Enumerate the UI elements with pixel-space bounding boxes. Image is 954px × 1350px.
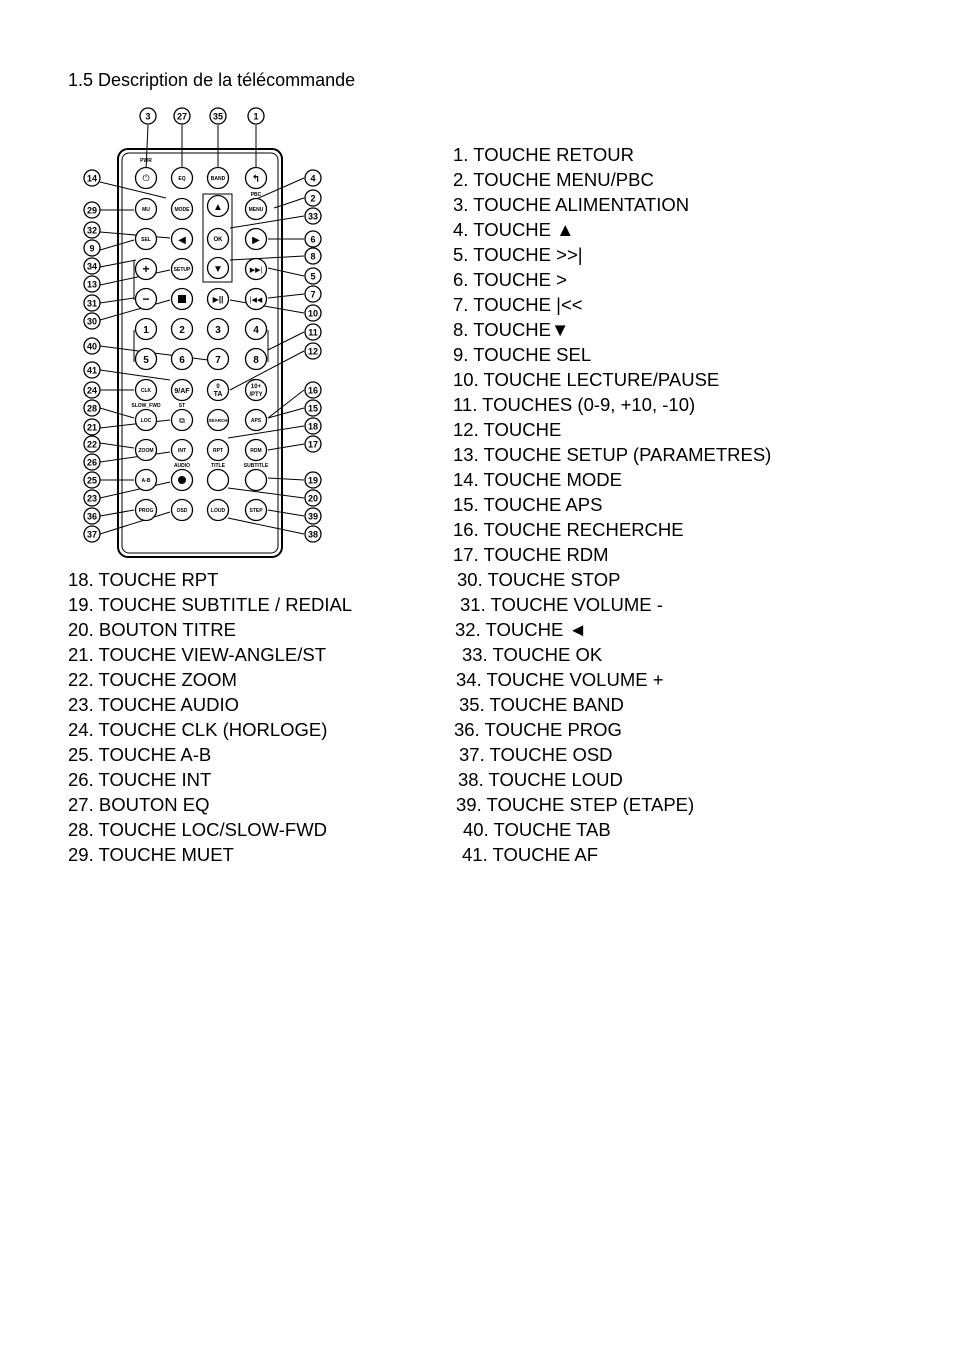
desc-8: 8. TOUCHE▼ (453, 319, 570, 340)
desc-9: 9. TOUCHE SEL (453, 344, 592, 365)
desc-40: 40. TOUCHE TAB (463, 819, 611, 840)
ab-button-label: A-B (141, 478, 151, 484)
subtitle-label: SUBTITLE (243, 463, 269, 469)
desc-23: 23. TOUCHE AUDIO (68, 694, 240, 715)
callout-9-label: 9 (89, 243, 95, 254)
desc-2: 2. TOUCHE MENU/PBC (453, 169, 654, 190)
callout-6-label: 6 (310, 234, 316, 245)
return-icon: ↰ (251, 174, 261, 185)
search-button-label: SEARCH (208, 418, 228, 423)
sel-button-label: SEL (141, 237, 151, 243)
callout-23-label: 23 (86, 493, 98, 504)
desc-38: 38. TOUCHE LOUD (458, 769, 623, 790)
num-3-label: 3 (215, 325, 221, 336)
next-track-icon: ▶▶| (249, 267, 263, 274)
callout-30-label: 30 (86, 316, 98, 327)
num-5-label: 5 (143, 355, 149, 366)
desc-30: 30. TOUCHE STOP (457, 569, 621, 590)
callout-11-label: 11 (308, 327, 318, 338)
zoom-button-label: ZOOM (138, 448, 154, 454)
callout-19-label: 19 (307, 475, 319, 486)
mute-button-label: MU (142, 207, 150, 213)
slow-fwd-label: SLOW_FWD (131, 403, 161, 409)
num-9-af-label: 9/AF (174, 388, 190, 395)
st-label: ST (178, 403, 186, 409)
desc-37: 37. TOUCHE OSD (459, 744, 613, 765)
callout-35-label: 35 (212, 111, 224, 122)
num-7-label: 7 (215, 355, 221, 366)
desc-1: 1. TOUCHE RETOUR (453, 144, 634, 165)
callout-37-label: 37 (86, 529, 98, 540)
num-1-label: 1 (143, 325, 149, 336)
desc-24: 24. TOUCHE CLK (HORLOGE) (68, 719, 328, 740)
rpt-button-label: RPT (213, 448, 223, 454)
callout-22-label: 22 (86, 439, 98, 450)
desc-12: 12. TOUCHE (453, 419, 562, 440)
callout-29-label: 29 (86, 205, 98, 216)
callout-36-label: 36 (86, 511, 98, 522)
prog-button-label: PROG (138, 508, 154, 514)
num-2-label: 2 (179, 325, 185, 336)
callout-8-label: 8 (310, 251, 316, 262)
callout-12-label: 12 (307, 346, 319, 357)
callout-32-label: 32 (86, 225, 98, 236)
stop-icon (178, 295, 186, 303)
prev-track-icon: |◀◀ (249, 297, 263, 304)
section-heading: 1.5 Description de la télécommande (68, 70, 356, 90)
desc-33: 33. TOUCHE OK (462, 644, 603, 665)
desc-22: 22. TOUCHE ZOOM (68, 669, 237, 690)
callout-7-label: 7 (310, 289, 316, 300)
desc-7: 7. TOUCHE |<< (453, 294, 583, 315)
num-4-label: 4 (253, 325, 259, 336)
step-button-label: STEP (249, 508, 263, 514)
volume-down-label: − (142, 292, 150, 306)
loc-button-label: LOC (140, 418, 152, 424)
desc-5: 5. TOUCHE >>| (453, 244, 583, 265)
num-10-label: 10+ (250, 384, 262, 390)
eq-button-label: EQ (178, 176, 186, 182)
desc-19: 19. TOUCHE SUBTITLE / REDIAL (68, 594, 353, 615)
desc-4: 4. TOUCHE ▲ (453, 219, 575, 240)
callout-33-label: 33 (307, 211, 319, 222)
aps-button-label: APS (250, 418, 262, 424)
pwr-label: PWR (140, 158, 152, 164)
down-arrow-icon: ▼ (213, 264, 223, 275)
callout-26-label: 26 (86, 457, 98, 468)
callout-5-label: 5 (310, 271, 316, 282)
desc-18: 18. TOUCHE RPT (68, 569, 219, 590)
subtitle-button (246, 470, 267, 491)
desc-41: 41. TOUCHE AF (462, 844, 599, 865)
callout-27-label: 27 (176, 111, 188, 122)
desc-31: 31. TOUCHE VOLUME - (460, 594, 663, 615)
rdm-button-label: RDM (250, 448, 262, 454)
callout-39-label: 39 (307, 511, 319, 522)
callout-41-label: 41 (86, 365, 98, 376)
setup-button-label: SETUP (173, 267, 191, 273)
desc-16: 16. TOUCHE RECHERCHE (453, 519, 684, 540)
loud-button-label: LOUD (210, 508, 226, 514)
desc-13: 13. TOUCHE SETUP (PARAMETRES) (453, 444, 772, 465)
clk-button-label: CLK (140, 388, 152, 394)
num-6-label: 6 (179, 355, 185, 366)
desc-35: 35. TOUCHE BAND (459, 694, 624, 715)
desc-15: 15. TOUCHE APS (453, 494, 603, 515)
callout-18-label: 18 (307, 421, 319, 432)
volume-up-label: + (142, 262, 150, 276)
callout-31-label: 31 (86, 298, 98, 309)
desc-29: 29. TOUCHE MUET (68, 844, 234, 865)
audio-label: AUDIO (173, 463, 191, 469)
callout-38-label: 38 (307, 529, 319, 540)
desc-34: 34. TOUCHE VOLUME + (456, 669, 664, 690)
band-button-label: BAND (210, 176, 226, 182)
desc-39: 39. TOUCHE STEP (ETAPE) (456, 794, 695, 815)
desc-27: 27. BOUTON EQ (68, 794, 210, 815)
callout-21-label: 21 (86, 422, 98, 433)
desc-25: 25. TOUCHE A-B (68, 744, 212, 765)
play-pause-icon: ▶|| (212, 295, 224, 304)
mode-button-label: MODE (174, 207, 190, 213)
desc-14: 14. TOUCHE MODE (453, 469, 622, 490)
callout-17-label: 17 (307, 439, 319, 450)
desc-11: 11. TOUCHES (0-9, +10, -10) (453, 394, 696, 415)
right-arrow-icon: ▶ (252, 235, 260, 246)
desc-28: 28. TOUCHE LOC/SLOW-FWD (68, 819, 328, 840)
osd-button-label: OSD (176, 508, 188, 514)
desc-20: 20. BOUTON TITRE (68, 619, 236, 640)
num-0-label: 0 (216, 384, 220, 390)
remote-svg (78, 100, 338, 565)
callout-14-label: 14 (86, 173, 98, 184)
desc-10: 10. TOUCHE LECTURE/PAUSE (453, 369, 720, 390)
callout-2-label: 2 (310, 193, 316, 204)
desc-3: 3. TOUCHE ALIMENTATION (453, 194, 690, 215)
pty-label: /PTY (249, 392, 263, 398)
desc-6: 6. TOUCHE > (453, 269, 567, 290)
num-8-label: 8 (253, 355, 259, 366)
callout-13-label: 13 (86, 279, 98, 290)
ok-button-label: OK (213, 237, 223, 243)
desc-21: 21. TOUCHE VIEW-ANGLE/ST (68, 644, 327, 665)
desc-26: 26. TOUCHE INT (68, 769, 212, 790)
remote-diagram (78, 100, 338, 565)
desc-36: 36. TOUCHE PROG (454, 719, 622, 740)
callout-34-label: 34 (86, 261, 98, 272)
ta-label: TA (213, 391, 223, 398)
title-button (208, 470, 229, 491)
callout-40-label: 40 (86, 341, 98, 352)
left-arrow-icon: ◀ (178, 235, 186, 246)
callout-10-label: 10 (307, 308, 319, 319)
callout-3-label: 3 (145, 111, 151, 122)
desc-32: 32. TOUCHE ◄ (455, 619, 587, 640)
callout-25-label: 25 (86, 475, 98, 486)
audio-icon (178, 476, 186, 484)
view-angle-icon: ⧉ (179, 416, 185, 425)
menu-button-label: MENU (248, 207, 264, 213)
callout-24-label: 24 (86, 385, 98, 396)
callout-15-label: 15 (307, 403, 319, 414)
desc-17: 17. TOUCHE RDM (453, 544, 609, 565)
title-label: TITLE (211, 463, 225, 469)
callout-20-label: 20 (307, 493, 319, 504)
power-icon: ⏻ (142, 173, 150, 183)
callout-28-label: 28 (86, 403, 98, 414)
up-arrow-icon: ▲ (213, 202, 223, 213)
int-button-label: INT (177, 448, 187, 454)
pbc-label: PBC (250, 192, 262, 198)
callout-4-label: 4 (310, 173, 316, 184)
callout-1-label: 1 (253, 111, 259, 122)
callout-16-label: 16 (307, 385, 319, 396)
